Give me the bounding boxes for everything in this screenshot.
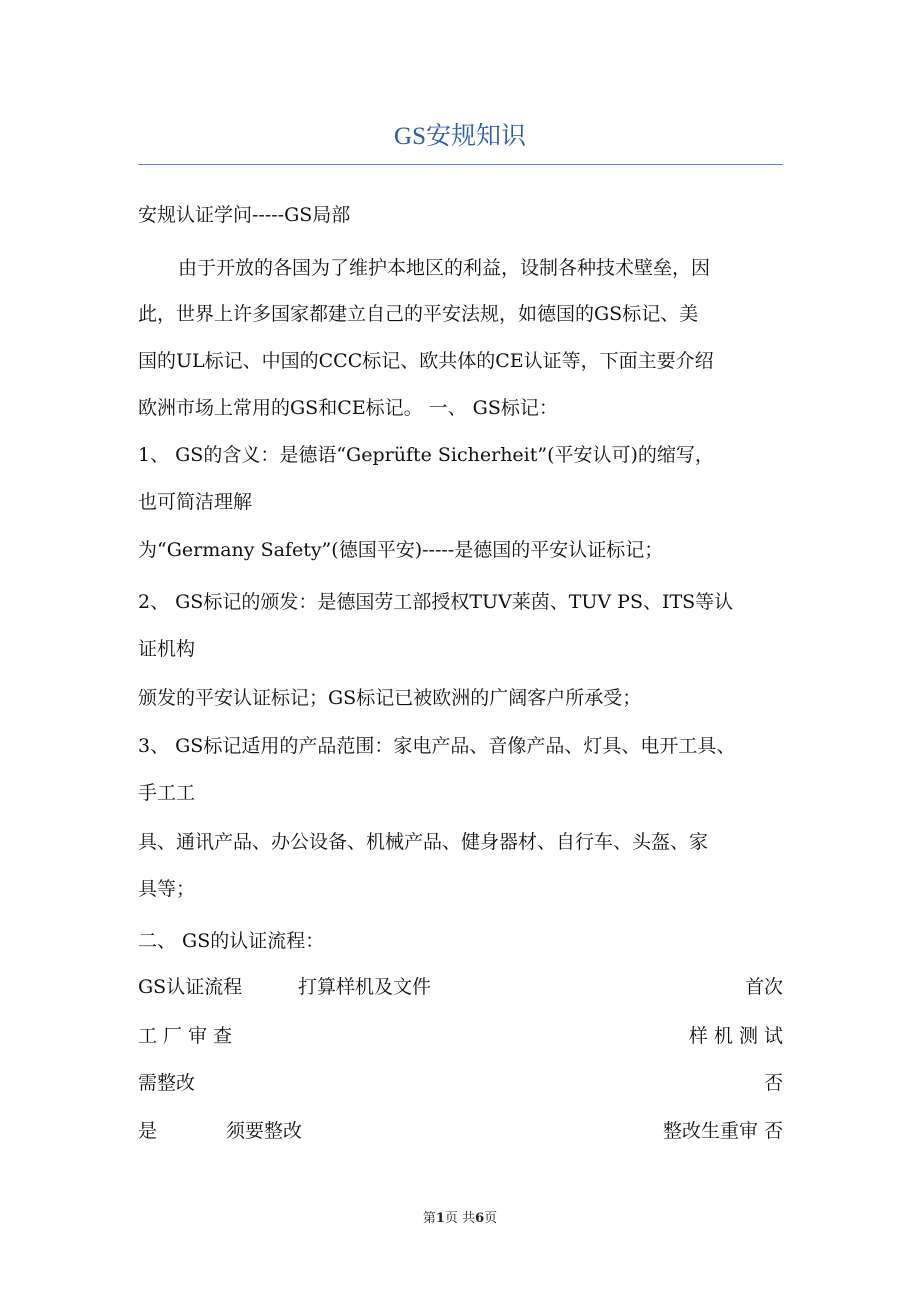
- flow-middle: 须要整改: [226, 1120, 303, 1142]
- paragraph-line: 3、 GS标记适用的产品范围：家电产品、音像产品、灯具、电开工具、: [138, 735, 736, 757]
- paragraph-line: 由于开放的各国为了维护本地区的利益，设制各种技术壁垒，因: [178, 257, 711, 279]
- title-divider: [138, 164, 783, 165]
- paragraph-line: 具等；: [138, 878, 196, 900]
- flow-middle: 打算样机及文件: [298, 976, 432, 998]
- page-total: 6: [475, 1211, 485, 1226]
- page-prefix: 第: [422, 1211, 436, 1226]
- paragraph-line: 欧洲市场上常用的GS和CE标记。 一、 GS标记：: [138, 397, 558, 419]
- paragraph-line: 证机构: [138, 638, 196, 660]
- paragraph-line: 此，世界上许多国家都建立自己的平安法规，如德国的GS标记、美: [138, 303, 699, 325]
- page-suffix: 页: [484, 1211, 498, 1226]
- flow-left: GS认证流程: [138, 976, 243, 998]
- paragraph-line: 为“Germany Safety”(德国平安)-----是德国的平安认证标记；: [138, 539, 664, 561]
- paragraph-line: 2、 GS标记的颁发：是德国劳工部授权TUV莱茵、TUV PS、ITS等认: [138, 591, 734, 613]
- flow-right: 否: [763, 1072, 783, 1094]
- flow-left: 是: [138, 1120, 158, 1142]
- document-title: GS安规知识: [394, 123, 526, 150]
- flow-right: 整改生重审 否: [662, 1120, 783, 1142]
- paragraph-line: 二、 GS的认证流程：: [138, 930, 325, 952]
- paragraph-line: 国的UL标记、中国的CCC标记、欧共体的CE认证等，下面主要介绍: [138, 350, 714, 372]
- flow-right: 首次: [744, 976, 783, 998]
- page-footer: [0, 1207, 920, 1226]
- paragraph-line: 颁发的平安认证标记；GS标记已被欧洲的广阔客户所承受；: [138, 687, 642, 709]
- paragraph-line: 1、 GS的含义：是德语“Geprüfte Sicherheit”(平安认可)的缩写，: [138, 444, 714, 466]
- page-middle: 页 共: [444, 1211, 476, 1226]
- flow-right: 样 机 测 试: [688, 1025, 783, 1047]
- flow-left: 需整改: [138, 1072, 196, 1094]
- page-number: 1: [435, 1211, 445, 1226]
- flow-left: 工 厂 审 查: [138, 1025, 233, 1047]
- paragraph-line: 手工工: [138, 782, 196, 804]
- paragraph-line: 也可简洁理解: [138, 491, 253, 513]
- paragraph-line: 具、通讯产品、办公设备、机械产品、健身器材、自行车、头盔、家: [138, 831, 709, 853]
- subtitle: 安规认证学问-----GS局部: [138, 204, 351, 226]
